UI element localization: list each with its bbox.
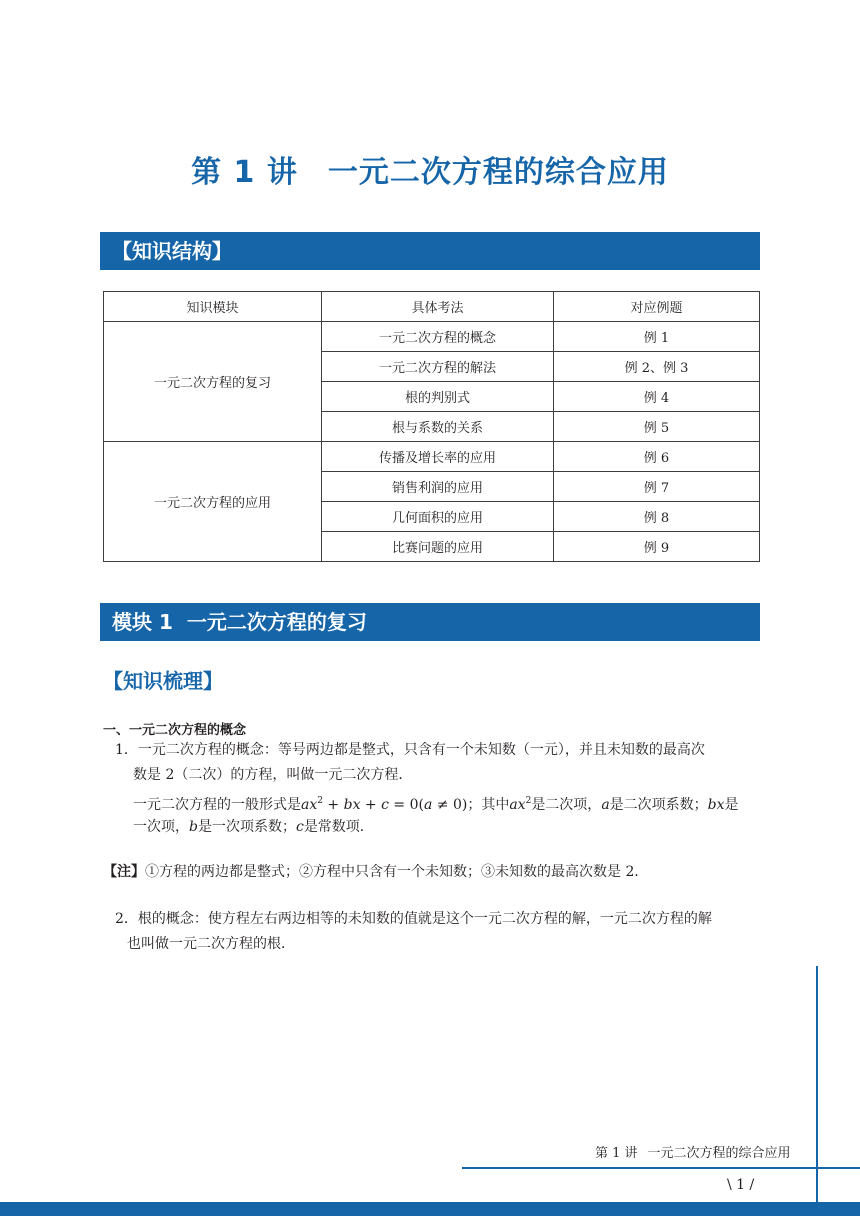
header-cell: 具体考法 [322,292,554,322]
note-text: ①方程的两边都是整式；②方程中只含有一个未知数；③未知数的最高次数是 2． [145,864,649,880]
topic-cell: 根与系数的关系 [322,412,554,442]
module-cell: 一元二次方程的复习 [104,322,322,442]
page-number: \ 1 / [727,1177,755,1193]
topic-cell: 比赛问题的应用 [322,532,554,562]
example-cell: 例 8 [554,502,760,532]
footer-horizontal-rule [462,1167,860,1169]
general-form-formula: $ax^2$ + bx + c = 0(a ≠ 0) [301,796,468,813]
header-cell: 知识模块 [104,292,322,322]
topic-cell: 几何面积的应用 [322,502,554,532]
table-row [104,322,760,352]
note-line [103,862,648,882]
note-label: 【注】 [103,864,145,880]
footer-vertical-rule [816,966,818,1216]
module-title: 一元二次方程的复习 [186,610,367,634]
example-cell: 例 2、例 3 [554,352,760,382]
concept-line-2: 数是 2（二次）的方程，叫做一元二次方程． [133,767,413,783]
concept-line-1: 1．一元二次方程的概念：等号两边都是整式，只含有一个未知数（一元），并且未知数的最高次 [115,742,705,758]
topic-cell: 销售利润的应用 [322,472,554,502]
banner-heading: 【知识结构】 [112,239,232,263]
concept-line-3: 一元二次方程的一般形式是$ax^2$ + bx + c = 0(a ≠ 0)；其中$ax^2$是二次项，a是二次项系数；bx是 [133,796,739,813]
lecture-name: 一元二次方程的综合应用 [327,155,669,190]
topic-cell: 传播及增长率的应用 [322,442,554,472]
table-row [104,442,760,472]
header-cell: 对应例题 [554,292,760,322]
topic-cell: 一元二次方程的概念 [322,322,554,352]
example-cell: 例 9 [554,532,760,562]
example-cell: 例 7 [554,472,760,502]
example-cell: 例 5 [554,412,760,442]
topic-cell: 一元二次方程的解法 [322,352,554,382]
example-cell: 例 4 [554,382,760,412]
root-concept-line-2: 也叫做一元二次方程的根． [127,936,295,952]
topic-cell: 根的判别式 [322,382,554,412]
example-cell: 例 6 [554,442,760,472]
module-banner [100,603,760,641]
example-cell: 例 1 [554,322,760,352]
page-title [0,147,860,191]
lecture-number: 第 1 讲 [191,155,298,190]
module-label: 模块 1 [112,610,173,634]
table-header-row [104,292,760,322]
module-cell: 一元二次方程的应用 [104,442,322,562]
concept-heading: 一、一元二次方程的概念 [103,723,247,738]
root-concept-line-1: 2．根的概念：使方程左右两边相等的未知数的值就是这个一元二次方程的解，一元二次方程的解 [115,911,712,927]
footer-title: 第 1 讲 一元二次方程的综合应用 [595,1146,791,1161]
knowledge-structure-banner [100,232,760,270]
knowledge-structure-table [103,291,760,562]
footer-bar [0,1202,860,1216]
knowledge-review-heading: 【知识梳理】 [103,669,223,693]
concept-line-4: 一次项，b是一次项系数；c是常数项． [133,819,374,835]
